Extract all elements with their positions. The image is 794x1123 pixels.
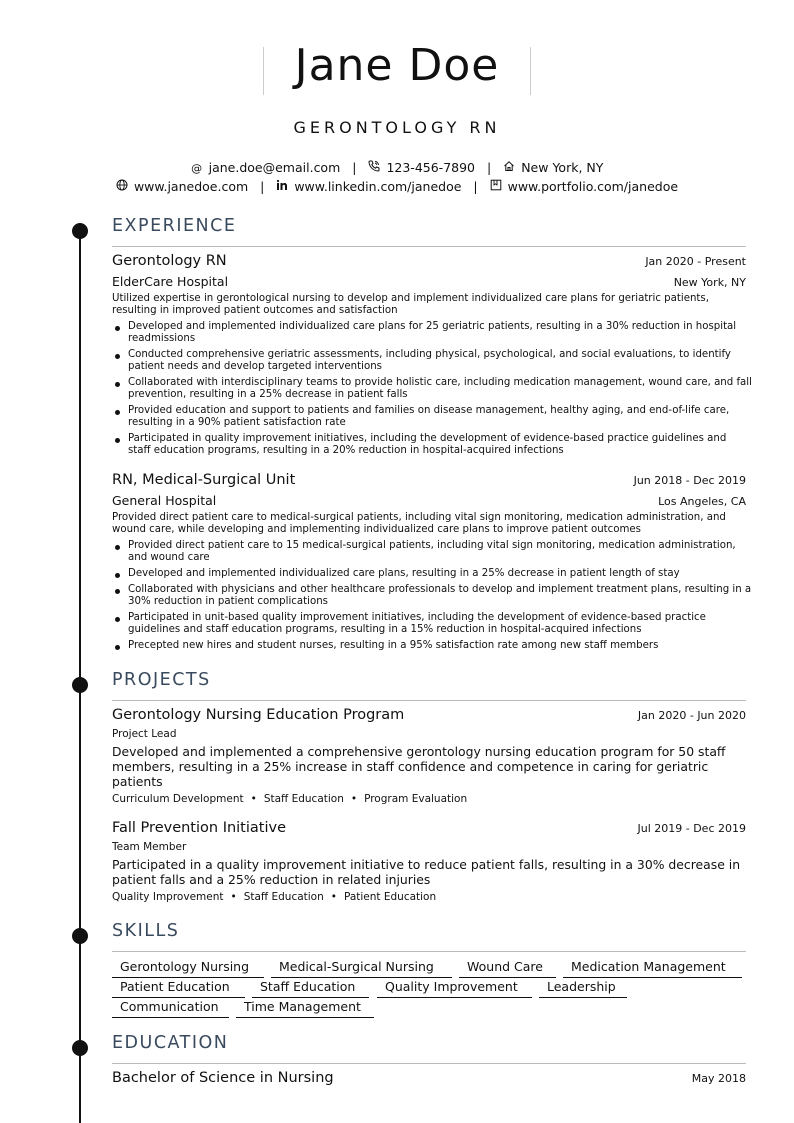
job-company: ElderCare Hospital — [112, 274, 229, 289]
project-date: Jan 2020 - Jun 2020 — [637, 709, 746, 722]
project-tag: Patient Education — [343, 891, 437, 903]
website-link[interactable]: www.janedoe.com — [133, 179, 249, 194]
tag-separator: • — [350, 793, 358, 805]
list-item: Collaborated with interdisciplinary teams to provide holistic care, including medication management, wound care, and fall prevention, resulting in a 25% decrease in patient falls — [112, 377, 752, 401]
job-header — [112, 472, 746, 488]
project-description: Participated in a quality improvement initiative to reduce patient falls, resulting in a 30% decrease in patient falls and a 25% reduction in related injuries — [112, 857, 741, 887]
home-icon — [503, 160, 515, 175]
project-description: Developed and implemented a comprehensive gerontology nursing education program for 50 staff members, resulting in a 25% increase in staff confidence and competence in caring for geriatric patients — [112, 744, 726, 789]
separator: | — [352, 160, 357, 175]
section-title-skills: SKILLS — [112, 921, 180, 941]
tag-separator: • — [230, 891, 237, 903]
candidate-name: Jane Doe — [294, 40, 500, 91]
list-item: Precepted new hires and student nurses, resulting in a 95% satisfaction rate among new staff members — [112, 640, 752, 652]
project-tag: Program Evaluation — [364, 793, 468, 805]
project-role: Team Member — [112, 841, 187, 853]
job-date: Jun 2018 - Dec 2019 — [633, 474, 746, 487]
separator: | — [260, 179, 265, 194]
globe-icon — [116, 179, 128, 194]
skill-tag: Patient Education — [112, 979, 245, 998]
project-title: Fall Prevention Initiative — [112, 820, 286, 836]
skill-tag: Time Management — [236, 999, 374, 1018]
education-date: May 2018 — [691, 1072, 746, 1085]
section-divider — [112, 1063, 746, 1064]
job-company-row — [112, 274, 746, 289]
candidate-role: GERONTOLOGY RN — [293, 118, 501, 137]
section-divider — [112, 246, 746, 247]
project-tag: Staff Education — [263, 793, 344, 805]
list-item: Provided education and support to patients and families on disease management, healthy aging, and end-of-life care, resulting in a 90% patient satisfaction rate — [112, 405, 752, 429]
list-item: Collaborated with physicians and other healthcare professionals to develop and implement treatment plans, resulting in a 30% reduction in patient complications — [112, 584, 752, 608]
skill-tag: Staff Education — [252, 979, 369, 998]
skill-tag: Gerontology Nursing — [112, 959, 264, 978]
project-tags — [112, 891, 436, 903]
project-header — [112, 820, 746, 836]
timeline-dot-skills — [72, 928, 88, 944]
job-bullets — [112, 540, 752, 656]
project-tag: Staff Education — [243, 891, 324, 903]
timeline-line — [79, 226, 81, 1123]
portfolio-icon — [490, 179, 502, 194]
project-header — [112, 707, 746, 723]
project-tag: Quality Improvement — [112, 891, 224, 903]
section-divider — [112, 700, 746, 701]
linkedin-link[interactable]: www.linkedin.com/janedoe — [294, 179, 462, 194]
list-item: Conducted comprehensive geriatric assessments, including physical, psychological, and social evaluations, to identify patient needs and develop targeted interventions — [112, 349, 752, 373]
at-icon: @ — [191, 162, 203, 175]
list-item: Developed and implemented individualized care plans for 25 geriatric patients, resulting in a 30% reduction in hospital readmissions — [112, 321, 752, 345]
education-row — [112, 1070, 746, 1086]
skill-tag: Medical-Surgical Nursing — [271, 959, 452, 978]
list-item: Developed and implemented individualized care plans, resulting in a 25% decrease in patient length of stay — [112, 568, 752, 580]
phone-link[interactable]: 123-456-7890 — [386, 160, 476, 175]
phone-icon — [368, 160, 380, 175]
separator: | — [487, 160, 492, 175]
skill-tag: Leadership — [539, 979, 627, 998]
skill-tag: Communication — [112, 999, 229, 1018]
skill-tag: Wound Care — [459, 959, 556, 978]
timeline-dot-projects — [72, 677, 88, 693]
section-divider — [112, 951, 746, 952]
timeline-dot-education — [72, 1040, 88, 1056]
timeline-dot-experience — [72, 223, 88, 239]
project-tags — [112, 793, 467, 805]
education-degree: Bachelor of Science in Nursing — [112, 1070, 334, 1086]
contact-line-2 — [0, 179, 794, 194]
contact-line-1 — [0, 160, 794, 175]
email-link[interactable]: jane.doe@email.com — [208, 160, 341, 175]
tag-separator: • — [330, 891, 337, 903]
section-title-experience: EXPERIENCE — [112, 216, 237, 236]
job-title: Gerontology RN — [112, 253, 227, 269]
list-item: Participated in unit-based quality improvement initiatives, including the development of evidence-based practice guidelines and staff education programs, resulting in a 15% reduction in hospital-acquired infections — [112, 612, 752, 636]
project-tag: Curriculum Development — [112, 793, 244, 805]
job-summary: Utilized expertise in gerontological nursing to develop and implement individualized care plans for geriatric patients, resulting in improved patient outcomes and satisfaction — [112, 293, 709, 316]
list-item: Participated in quality improvement initiatives, including the development of evidence-based practice guidelines and staff education programs, resulting in a 20% reduction in hospital-acquired infections — [112, 433, 752, 457]
section-title-education: EDUCATION — [112, 1033, 229, 1053]
skill-tag: Quality Improvement — [377, 979, 532, 998]
job-title: RN, Medical-Surgical Unit — [112, 472, 296, 488]
location-text: New York, NY — [521, 160, 604, 175]
section-title-projects: PROJECTS — [112, 670, 211, 690]
project-date: Jul 2019 - Dec 2019 — [637, 822, 746, 835]
portfolio-link[interactable]: www.portfolio.com/janedoe — [507, 179, 679, 194]
job-company-row — [112, 493, 746, 508]
job-company: General Hospital — [112, 493, 217, 508]
job-date: Jan 2020 - Present — [645, 255, 746, 268]
job-location: Los Angeles, CA — [658, 495, 746, 508]
project-role: Project Lead — [112, 728, 177, 740]
project-title: Gerontology Nursing Education Program — [112, 707, 405, 723]
job-summary: Provided direct patient care to medical-surgical patients, including vital sign monitoring, medication administration, and wound care, while developing and implementing individualized care plans to improve patient outcomes — [112, 512, 726, 535]
job-location: New York, NY — [673, 276, 746, 289]
list-item: Provided direct patient care to 15 medical-surgical patients, including vital sign monitoring, medication administration, and wound care — [112, 540, 752, 564]
job-bullets — [112, 321, 752, 461]
job-header — [112, 253, 746, 269]
tag-separator: • — [250, 793, 257, 805]
separator: | — [473, 179, 478, 194]
linkedin-icon — [276, 179, 288, 194]
skill-tag: Medication Management — [563, 959, 742, 978]
